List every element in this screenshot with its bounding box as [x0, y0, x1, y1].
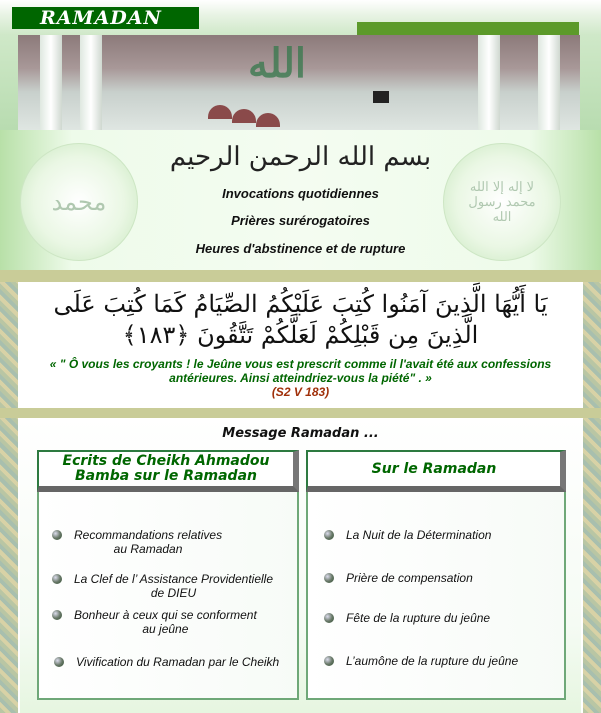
translation-line: « " Ô vous les croyants ! le Jeûne vous est prescrit comme il l'avait été aux confessions: [49, 357, 552, 371]
dome: [256, 113, 280, 127]
item-line: de DIEU: [150, 586, 197, 600]
heading-line: Ecrits de Cheikh Ahmadou: [62, 453, 270, 469]
globe-bullet-icon: [52, 574, 62, 584]
item-line: Bonheur à ceux qui se conforment: [74, 608, 257, 622]
globe-bullet-icon: [54, 657, 64, 667]
muhammad-medallion: محمد: [20, 143, 138, 261]
allah-calligraphy: الله: [248, 40, 306, 87]
right-panel: [306, 492, 566, 700]
verse-reference: (S2 V 183): [271, 385, 330, 399]
site-title: RAMADAN: [12, 7, 199, 29]
globe-bullet-icon: [324, 613, 334, 623]
minaret: [538, 35, 560, 130]
globe-bullet-icon: [324, 656, 334, 666]
right-item[interactable]: [324, 528, 491, 542]
bismillah-calligraphy: بسم الله الرحمن الرحيم: [169, 142, 432, 172]
shahada-medallion: لا إله إلا الله محمد رسول الله: [443, 143, 561, 261]
item-line: Fête de la rupture du jeûne: [346, 611, 491, 625]
minaret: [80, 35, 102, 130]
link-heures[interactable]: Heures d'abstinence et de rupture: [195, 241, 406, 256]
link-invocations[interactable]: Invocations quotidiennes: [222, 186, 379, 201]
item-line: au Ramadan: [113, 542, 183, 556]
left-item[interactable]: [52, 572, 292, 600]
item-line: Vivification du Ramadan par le Cheikh: [76, 655, 280, 669]
right-item[interactable]: [324, 571, 473, 585]
heading-sur-ramadan[interactable]: Sur le Ramadan: [306, 450, 566, 492]
ornament-border-left: [0, 282, 18, 713]
minaret: [478, 35, 500, 130]
dome: [232, 109, 256, 123]
right-item[interactable]: [324, 654, 518, 668]
minaret: [40, 35, 62, 130]
item-line: Prière de compensation: [346, 571, 473, 585]
ornament-border-right: [583, 282, 601, 713]
header-accent-bar: [357, 22, 579, 35]
mecca-banner-image: [18, 35, 580, 130]
left-item[interactable]: [52, 528, 272, 556]
globe-bullet-icon: [324, 573, 334, 583]
globe-bullet-icon: [52, 610, 62, 620]
left-item[interactable]: [52, 608, 282, 636]
item-line: L’aumône de la rupture du jeûne: [346, 654, 519, 668]
translation-line: antérieures. Ainsi atteindriez-vous la piété" . »: [169, 371, 432, 385]
item-line: Recommandations relatives: [74, 528, 223, 542]
left-item[interactable]: [54, 655, 294, 669]
message-title: Message Ramadan ...: [222, 426, 379, 441]
kaaba: [373, 91, 389, 103]
divider-band: [0, 270, 601, 282]
divider-band: [0, 408, 601, 418]
heading-ecrits-cheikh[interactable]: [37, 450, 299, 492]
item-line: La Nuit de la Détermination: [346, 528, 492, 542]
globe-bullet-icon: [52, 530, 62, 540]
item-line: au jeûne: [142, 622, 189, 636]
verse-arabic: يَا أَيُّهَا الَّذِينَ آمَنُوا كُتِبَ عَلَيْكُمُ الصِّيَامُ كَمَا كُتِبَ عَلَى الَّذِينَ مِن قَبْلِكُمْ لَعَلَّكُمْ تَتَّقُونَ ﴿١٨٣﴾: [53, 290, 548, 349]
verse-translation: [20, 357, 581, 385]
verse-panel: [20, 283, 581, 408]
heading-line: Bamba sur le Ramadan: [75, 468, 257, 484]
link-prieres[interactable]: Prières surérogatoires: [231, 213, 370, 228]
dome: [208, 105, 232, 119]
item-line: La Clef de l’ Assistance Providentielle: [74, 572, 273, 586]
globe-bullet-icon: [324, 530, 334, 540]
right-item[interactable]: [324, 611, 490, 625]
